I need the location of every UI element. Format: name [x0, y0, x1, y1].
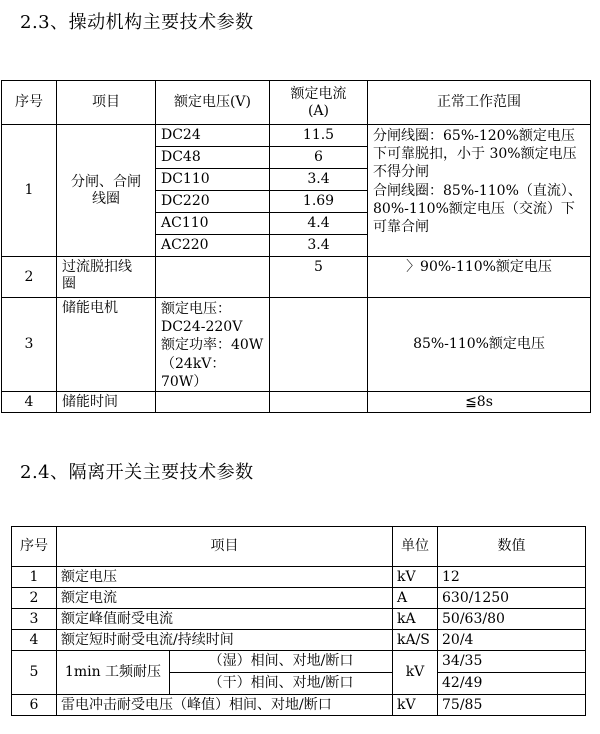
row1-current: 6 [270, 147, 368, 169]
row5-no: 5 [12, 651, 57, 695]
row-item: 额定峰值耐受电流 [57, 609, 393, 630]
row1-range-line: 可靠合闸 [373, 218, 429, 235]
row4-range: ≦8s [368, 391, 591, 412]
row4-current-empty [270, 391, 368, 412]
row-unit: kA/S [393, 630, 438, 651]
row-no: 2 [12, 588, 57, 609]
row5-item: 1min 工频耐压 [57, 651, 170, 695]
row5-sub1: （湿）相间、对地/断口 [170, 651, 393, 673]
row2-item-line2: 圈 [62, 275, 76, 292]
row-unit: kV [393, 567, 438, 588]
header-item: 项目 [57, 81, 156, 125]
row1-range-line: 分闸线圈：65%-120%额定电压 [373, 128, 575, 144]
table-header-row [12, 527, 586, 567]
row1-item [57, 125, 156, 257]
row4-no: 4 [2, 391, 57, 412]
row1-current: 3.4 [270, 169, 368, 191]
row5-value2: 42/49 [438, 673, 586, 695]
row-item: 额定短时耐受电流/持续时间 [57, 630, 393, 651]
row-item: 额定电压 [57, 567, 393, 588]
row5-sub2: （干）相间、对地/断口 [170, 673, 393, 695]
row1-voltage: DC48 [156, 147, 270, 169]
row1-range-line: 不得分闸 [373, 164, 429, 181]
row-no: 4 [12, 630, 57, 651]
row3-voltage-line: 额定电压： [161, 301, 231, 317]
row-value: 630/1250 [438, 588, 586, 609]
row2-current: 5 [270, 257, 368, 298]
header-voltage: 额定电压(V) [156, 81, 270, 125]
row1-voltage: DC110 [156, 169, 270, 191]
row-item: 额定电流 [57, 588, 393, 609]
row6-value: 75/85 [438, 695, 586, 716]
table-row [2, 257, 591, 298]
row-value: 50/63/80 [438, 609, 586, 630]
row-value: 12 [438, 567, 586, 588]
row-value: 20/4 [438, 630, 586, 651]
row2-no: 2 [2, 257, 57, 298]
row5-unit: kV [393, 651, 438, 695]
row1-current: 4.4 [270, 213, 368, 235]
row1-current: 3.4 [270, 235, 368, 257]
header-range: 正常工作范围 [368, 81, 591, 125]
row1-voltage: DC220 [156, 191, 270, 213]
table-row [12, 651, 586, 673]
row1-range-line: 下可靠脱扣，小于 30%额定电压 [373, 146, 577, 163]
row2-voltage-empty [156, 257, 270, 298]
header-current-line2: (A) [307, 102, 330, 119]
table-row [12, 609, 586, 630]
row1-item-line1: 分闸、合闸 [71, 173, 141, 190]
table-row [12, 695, 586, 716]
header-unit: 单位 [393, 527, 438, 567]
header-value: 数值 [438, 527, 586, 567]
row2-item-line1: 过流脱扣线 [62, 259, 132, 275]
header-current-line1: 额定电流 [290, 85, 347, 102]
row1-item-line2: 线圈 [92, 190, 120, 207]
row4-voltage-empty [156, 391, 270, 412]
table-row [2, 298, 591, 392]
row1-voltage: DC24 [156, 125, 270, 147]
row-unit: A [393, 588, 438, 609]
row5-value1: 34/35 [438, 651, 586, 673]
row-unit: kA [393, 609, 438, 630]
table-row [12, 567, 586, 588]
header-no: 序号 [2, 81, 57, 125]
disconnector-table [11, 526, 586, 716]
table-header-row [2, 81, 591, 125]
row3-voltage-line: 额定功率：40W [161, 337, 264, 354]
section-heading-operating-mechanism: 2.3、操动机构主要技术参数 [20, 12, 254, 33]
row3-voltage [156, 298, 270, 392]
row-no: 3 [12, 609, 57, 630]
row3-voltage-line: DC24-220V [161, 319, 243, 336]
table-row [2, 391, 591, 412]
row-no: 1 [12, 567, 57, 588]
header-current [270, 81, 368, 125]
row1-range-line: 80%-110%额定电压（交流）下 [373, 200, 575, 217]
row3-no: 3 [2, 298, 57, 392]
row1-voltage: AC110 [156, 213, 270, 235]
row1-range-line: 合闸线圈：85%-110%（直流）、 [373, 182, 582, 199]
row3-range: 85%-110%额定电压 [368, 298, 591, 392]
row1-voltage: AC220 [156, 235, 270, 257]
row1-range [368, 125, 591, 257]
row6-item: 雷电冲击耐受电压（峰值）相间、对地/断口 [57, 695, 393, 716]
row1-no: 1 [2, 125, 57, 257]
header-item: 项目 [57, 527, 393, 567]
row3-voltage-line: （24kV：70W） [161, 355, 226, 390]
row2-range: 〉90%-110%额定电压 [368, 257, 591, 298]
row1-current: 11.5 [270, 125, 368, 147]
table-row [12, 588, 586, 609]
row4-item: 储能时间 [57, 391, 156, 412]
row6-unit: kV [393, 695, 438, 716]
row2-item [57, 257, 156, 298]
header-no: 序号 [12, 527, 57, 567]
row6-no: 6 [12, 695, 57, 716]
section-heading-disconnector: 2.4、隔离开关主要技术参数 [20, 462, 254, 483]
table-row [12, 630, 586, 651]
row3-item: 储能电机 [57, 298, 156, 392]
table-row [2, 125, 591, 147]
row3-current-empty [270, 298, 368, 392]
operating-mechanism-table [1, 80, 591, 413]
row1-current: 1.69 [270, 191, 368, 213]
